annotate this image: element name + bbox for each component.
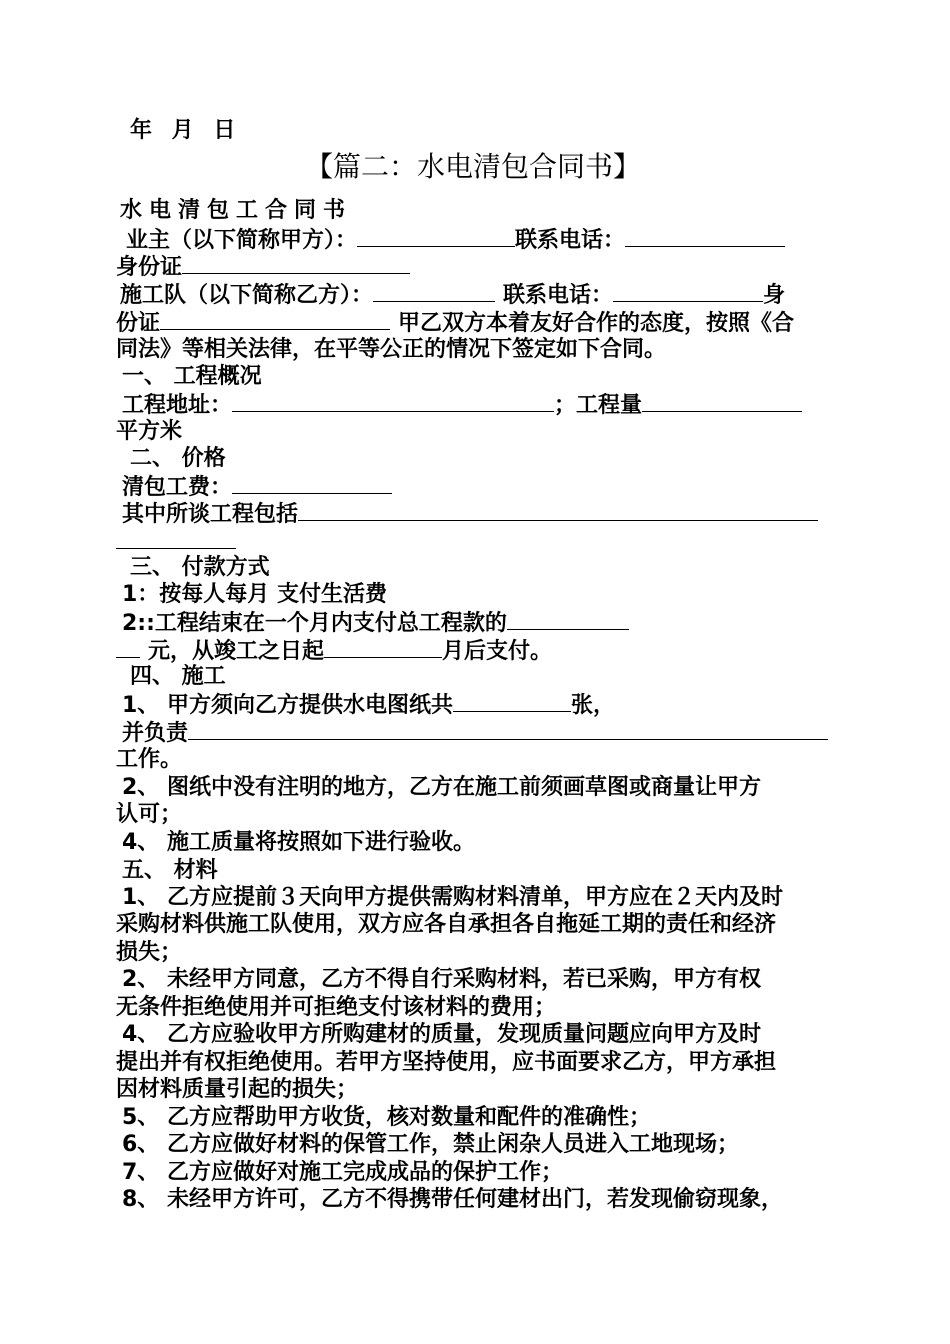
contract-title: 水电清包工合同书 bbox=[120, 198, 353, 223]
payment-item-2: 2::工程结束在一个月内支付总工程款的 bbox=[122, 611, 507, 636]
materials-item-1b: 采购材料供施工队使用，双方应各自承担各自拖延工期的责任和经济 bbox=[116, 912, 777, 937]
includes-label: 其中所谈工程包括 bbox=[122, 502, 299, 527]
address-semicolon: ； bbox=[554, 393, 577, 418]
payment-text-2: 月后支付。 bbox=[442, 639, 553, 664]
payment-months-blank[interactable] bbox=[324, 637, 442, 658]
materials-item-4c: 因材料质量引起的损失； bbox=[116, 1077, 359, 1102]
party-b-name-blank[interactable] bbox=[373, 281, 495, 302]
materials-item-8: 8、 未经甲方许可，乙方不得携带任何建材出门，若发现偷窃现象， bbox=[122, 1187, 783, 1212]
party-b-label: 施工队（以下简称乙方）： bbox=[120, 283, 374, 308]
amount-blank[interactable] bbox=[642, 391, 802, 412]
section-5-heading: 五、 材料 bbox=[122, 858, 218, 883]
party-a-phone-label: 联系电话： bbox=[515, 228, 626, 253]
intro-text-2: 同法》等相关法律，在平等公正的情况下签定如下合同。 bbox=[116, 337, 667, 362]
materials-item-4a: 4、 乙方应验收甲方所购建材的质量，发现质量问题应向甲方及时 bbox=[122, 1022, 761, 1047]
party-b-id-line bbox=[116, 309, 794, 337]
construction-item-1d: 工作。 bbox=[116, 747, 183, 772]
fee-line bbox=[122, 473, 392, 501]
includes-blank[interactable] bbox=[298, 500, 818, 521]
party-b-id-label-2: 份证 bbox=[116, 311, 161, 336]
party-b-id-label-1: 身 bbox=[763, 283, 786, 308]
construction-item-1-line bbox=[122, 691, 615, 719]
amount-label: 工程量 bbox=[576, 393, 643, 418]
materials-item-6: 6、 乙方应做好材料的保管工作，禁止闲杂人员进入工地现场； bbox=[122, 1132, 739, 1157]
section-1-heading: 一、 工程概况 bbox=[122, 364, 262, 389]
construction-item-1b: 张， bbox=[570, 693, 615, 718]
materials-item-2a: 2、 未经甲方同意，乙方不得自行采购材料，若已采购，甲方有权 bbox=[122, 967, 761, 992]
page-title: 【篇二：水电清包合同书】 bbox=[305, 150, 642, 183]
construction-item-1c: 并负责 bbox=[122, 721, 189, 746]
intro-text-1: 甲乙双方本着友好合作的态度，按照《合 bbox=[398, 311, 795, 336]
party-b-line bbox=[120, 281, 785, 309]
construction-item-2b: 认可； bbox=[116, 802, 183, 827]
construction-item-1a: 1、 甲方须向乙方提供水电图纸共 bbox=[122, 693, 453, 718]
responsible-blank[interactable] bbox=[188, 719, 828, 740]
section-3-heading: 三、 付款方式 bbox=[130, 555, 270, 580]
fee-blank[interactable] bbox=[232, 473, 392, 494]
materials-item-1a: 1、 乙方应提前３天向甲方提供需购材料清单，甲方应在２天内及时 bbox=[122, 885, 783, 910]
construction-item-4: 4、 施工质量将按照如下进行验收。 bbox=[122, 830, 475, 855]
payment-text-1: 元，从竣工之日起 bbox=[148, 639, 325, 664]
drawings-count-blank[interactable] bbox=[453, 691, 571, 712]
project-address-line bbox=[122, 391, 802, 419]
section-4-heading: 四、 施工 bbox=[130, 664, 226, 689]
party-a-phone-blank[interactable] bbox=[625, 226, 785, 247]
address-blank[interactable] bbox=[232, 391, 554, 412]
payment-item-2-line bbox=[122, 609, 629, 637]
fee-label: 清包工费： bbox=[122, 475, 233, 500]
party-b-phone-label: 联系电话： bbox=[503, 283, 614, 308]
responsible-line bbox=[122, 719, 828, 747]
section-2-heading: 二、 价格 bbox=[130, 446, 226, 471]
materials-item-7: 7、 乙方应做好对施工完成成品的保护工作； bbox=[122, 1160, 563, 1185]
party-a-name-blank[interactable] bbox=[357, 226, 515, 247]
payment-item-2b-line bbox=[116, 637, 552, 665]
materials-item-1c: 损失； bbox=[116, 940, 183, 965]
materials-item-5: 5、 乙方应帮助甲方收货，核对数量和配件的准确性； bbox=[122, 1105, 651, 1130]
payment-amount-blank[interactable] bbox=[116, 637, 140, 658]
party-a-id-line bbox=[116, 253, 410, 281]
payment-percent-blank[interactable] bbox=[507, 609, 629, 630]
date-line: 年 月 日 bbox=[130, 118, 242, 143]
party-a-label: 业主（以下简称甲方）： bbox=[126, 228, 358, 253]
party-a-line bbox=[126, 226, 785, 254]
construction-item-2a: 2、 图纸中没有注明的地方，乙方在施工前须画草图或商量让甲方 bbox=[122, 775, 761, 800]
party-b-id-blank[interactable] bbox=[160, 309, 390, 330]
address-label: 工程地址： bbox=[122, 393, 233, 418]
party-a-id-blank[interactable] bbox=[182, 253, 410, 274]
includes-blank-continued[interactable] bbox=[116, 548, 236, 549]
includes-line bbox=[122, 500, 818, 528]
party-a-id-label: 身份证 bbox=[116, 255, 183, 280]
payment-item-1: 1：按每人每月 支付生活费 bbox=[122, 582, 387, 607]
amount-unit: 平方米 bbox=[116, 419, 183, 444]
materials-item-4b: 提出并有权拒绝使用。若甲方坚持使用，应书面要求乙方，甲方承担 bbox=[116, 1050, 777, 1075]
materials-item-2b: 无条件拒绝使用并可拒绝支付该材料的费用； bbox=[116, 995, 557, 1020]
party-b-phone-blank[interactable] bbox=[613, 281, 763, 302]
